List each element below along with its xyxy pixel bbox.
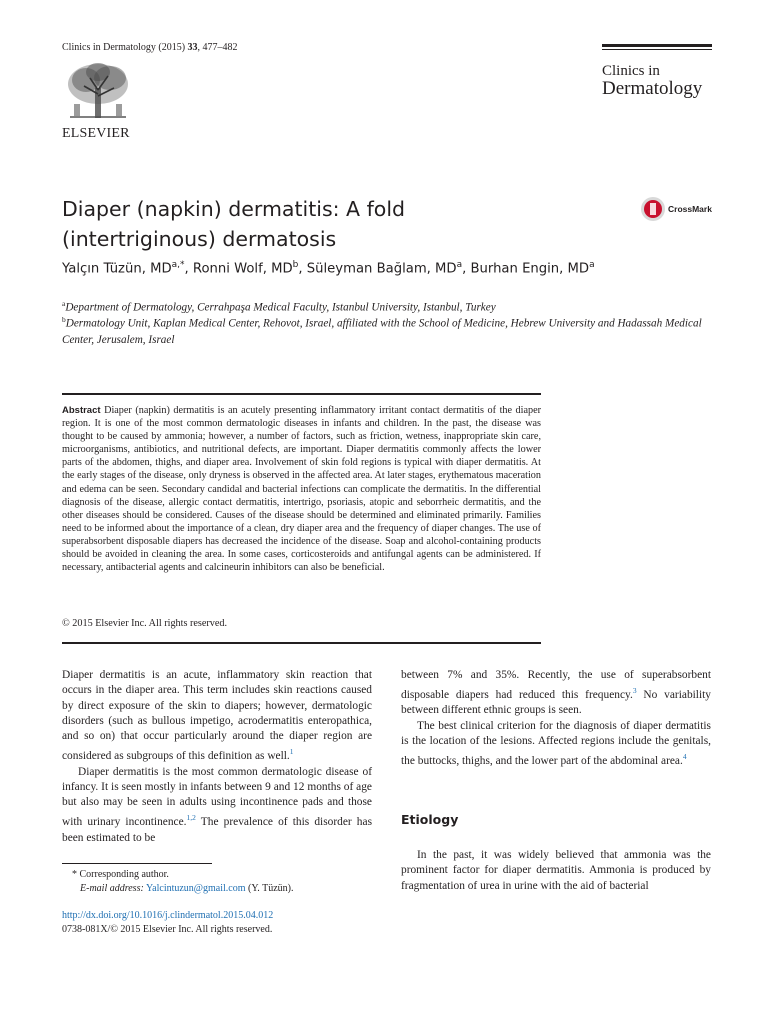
affiliation-b: $^b$Dermatology Unit, Kaplan Medical Center, Rehovot, Israel, affiliated with the School of Medicine, Hebrew University and Hadassah Medical Center, Jerusalem, Israel <box>62 315 702 346</box>
doi-link[interactable]: http://dx.doi.org/10.1016/j.clindermatol.2015.04.012 <box>62 910 274 921</box>
affiliation-a: $^a$Department of Dermatology, Cerrahpaşa Medical Faculty, Istanbul University, Istanbul, Turkey <box>62 299 496 314</box>
body-left-column <box>62 668 372 846</box>
citation-ref[interactable]: 3 <box>632 686 637 696</box>
journal-name: Clinics in Dermatology <box>602 63 703 99</box>
paragraph: In the past, it was widely believed that ammonia was the prominent factor for diaper dermatitis. Ammonia is produced by fragmentation of urea in urine with the aid of bacterial <box>401 849 711 892</box>
author-name: Burhan Engin, MD <box>470 261 590 277</box>
author-name: Yalçın Tüzün, MD <box>62 261 172 277</box>
footnote-rule <box>62 863 212 864</box>
paragraph: Diaper dermatitis is an acute, inflammatory skin reaction that occurs in the diaper area. This term includes skin reactions caused by direct exposure of the skin to diapers; however, dermatologic disorders (such as bullous impetigo, acrodermatitis enteropathica, and so on) that occur particularly around the diaper region are considered as subgroups of this definition as well.$^1$ <box>62 669 372 763</box>
journal-citation: Clinics in Dermatology (2015) 33, 477–482 <box>62 42 238 53</box>
abstract-top-rule <box>62 393 541 395</box>
author-list: Yalçın Tüzün, $MD^{a,*}$, Ronni Wolf, $MD^b$, Süleyman Bağlam, $MD^a$, Burhan Engin, $MD^a$ <box>62 260 595 277</box>
issn-line: 0738-081X/© 2015 Elsevier Inc. All rights reserved. <box>62 924 273 935</box>
email-link[interactable]: Yalcintuzun@gmail.com <box>145 883 246 894</box>
abstract-bottom-rule <box>62 642 541 644</box>
abstract-copyright: © 2015 Elsevier Inc. All rights reserved. <box>62 618 228 629</box>
paragraph: Diaper dermatitis is the most common dermatologic disease of infancy. It is seen mostly in infants between 9 and 12 months of age but also may be seen in adults using incontinence pads and those with urinary incontinence.$^{1,2}$ The prevalence of this disorder has been estimated to be <box>62 765 372 844</box>
abstract-text: Diaper (napkin) dermatitis is an acutely presenting inflammatory irritant contact dermatitis of the diaper region. It is one of the most common dermatologic diseases in infants and children. In the past, the disease was thought to be caused by ammonia; however, a number of factors, such as friction, wetness, inappropriate skin care, microorganisms, antibiotics, and nutritional defects, are important. Diaper dermatitis commonly affects the lower parts of the abdomen, thighs, and diaper area. Involvement of skin fold regions is typical with diaper dermatitis. At the early stages of the disease, only dryness is observed in the affected area. At later stages, erythematous maceration and edema can be seen. Secondary candidal and bacterial infections can complicate the dermatitis. In the differential diagnosis of the disease, allergic contact dermatitis, intertrigo, psoriasis, atopic and seborrheic dermatitis, and the other diseases should be considered. Causes of the disease should be determined and eliminated primarily. Families need to be informed about the importance of a clean, dry diaper area and the frequency of diaper changes. The use of superabsorbent disposable diapers has decreased the incidence of the disease. Soap and alcohol-containing products should be avoided in cleaning the area. In some cases, corticosteroids and antifungal agents can be administered. If necessary, antibacterial agents and calcineurin inhibitors can also be beneficial. <box>62 405 541 574</box>
publisher-name: ELSEVIER <box>62 126 130 141</box>
article-title: Diaper (napkin) dermatitis: A fold (intertriginous) dermatosis <box>62 197 406 251</box>
paragraph: The best clinical criterion for the diagnosis of diaper dermatitis is the location of the lesions. Affected regions include the genitals, the buttocks, thighs, and the lower part of the abdominal area.$^4$ <box>401 719 711 768</box>
body-right-column-continued <box>401 848 711 894</box>
section-heading: Etiology <box>401 812 459 827</box>
citation-ref[interactable]: 1 <box>289 747 294 757</box>
crossmark-label[interactable]: CrossMark <box>668 204 712 214</box>
author-name: Ronni Wolf, MD <box>192 261 293 277</box>
author-name: Süleyman Bağlam, MD <box>306 261 457 277</box>
abstract <box>62 404 541 574</box>
journal-rule-thick <box>602 44 712 47</box>
abstract-label: Abstract <box>62 405 101 416</box>
elsevier-tree-logo <box>62 60 134 126</box>
body-right-column <box>401 668 711 769</box>
journal-rule-thin <box>602 49 712 50</box>
paragraph: between 7% and 35%. Recently, the use of superabsorbent disposable diapers had reduced this frequency.$^3$ No variability between different ethnic groups is seen. <box>401 669 711 717</box>
footnote: * Corresponding author. E-mail address: Yalcintuzun@gmail.com (Y. Tüzün). <box>72 869 294 894</box>
citation-ref[interactable]: 1,2 <box>186 813 196 823</box>
citation-ref[interactable]: 4 <box>682 752 687 762</box>
